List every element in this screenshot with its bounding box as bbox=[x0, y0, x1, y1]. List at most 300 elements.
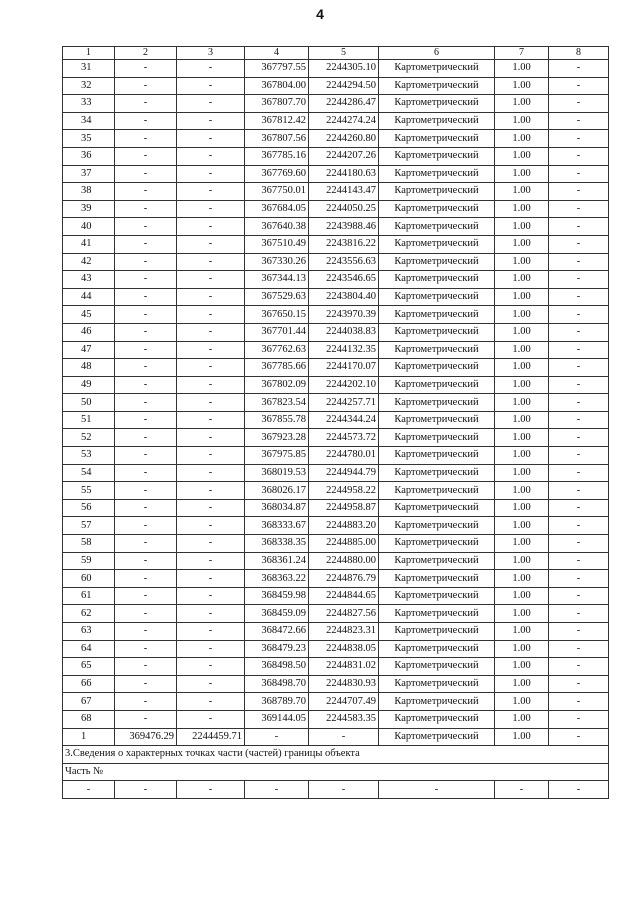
table-cell: 2244573.72 bbox=[309, 429, 379, 447]
table-row bbox=[63, 271, 609, 289]
table-cell: 368361.24 bbox=[245, 552, 309, 570]
table-cell: - bbox=[177, 429, 245, 447]
table-row bbox=[63, 429, 609, 447]
last-row bbox=[63, 781, 609, 799]
table-cell: 1.00 bbox=[495, 218, 549, 236]
table-cell: 49 bbox=[63, 376, 115, 394]
table-cell: - bbox=[177, 411, 245, 429]
table-cell: - bbox=[177, 535, 245, 553]
table-cell: - bbox=[549, 306, 609, 324]
table-cell: 67 bbox=[63, 693, 115, 711]
table-cell: - bbox=[115, 587, 177, 605]
table-cell: 367330.26 bbox=[245, 253, 309, 271]
table-cell: 2244830.93 bbox=[309, 675, 379, 693]
table-cell: 2243546.65 bbox=[309, 271, 379, 289]
table-cell: 368026.17 bbox=[245, 482, 309, 500]
table-cell: - bbox=[549, 183, 609, 201]
table-cell: 41 bbox=[63, 235, 115, 253]
table-cell: 368459.98 bbox=[245, 587, 309, 605]
table-cell: - bbox=[115, 77, 177, 95]
table-cell: - bbox=[549, 376, 609, 394]
table-cell: - bbox=[177, 183, 245, 201]
table-cell: 34 bbox=[63, 112, 115, 130]
table-cell: 368472.66 bbox=[245, 623, 309, 641]
table-cell: - bbox=[115, 112, 177, 130]
table-cell: 45 bbox=[63, 306, 115, 324]
table-cell: 60 bbox=[63, 570, 115, 588]
table-cell: - bbox=[115, 95, 177, 113]
table-cell: Картометрический bbox=[379, 482, 495, 500]
table-cell: - bbox=[177, 376, 245, 394]
table-cell: Картометрический bbox=[379, 288, 495, 306]
table-cell: 66 bbox=[63, 675, 115, 693]
table-row bbox=[63, 394, 609, 412]
table-cell: 2244958.87 bbox=[309, 499, 379, 517]
table-cell: 368498.50 bbox=[245, 658, 309, 676]
table-cell: - bbox=[177, 147, 245, 165]
table-cell: - bbox=[549, 271, 609, 289]
table-row bbox=[63, 693, 609, 711]
table-cell: - bbox=[115, 288, 177, 306]
column-number-row bbox=[63, 47, 609, 60]
table-cell: Картометрический bbox=[379, 77, 495, 95]
table-cell: 368789.70 bbox=[245, 693, 309, 711]
table-cell: - bbox=[549, 429, 609, 447]
table-cell: 2244294.50 bbox=[309, 77, 379, 95]
table-cell: 2244780.01 bbox=[309, 447, 379, 465]
table-cell: 2244707.49 bbox=[309, 693, 379, 711]
table-cell: 65 bbox=[63, 658, 115, 676]
table-cell: - bbox=[115, 605, 177, 623]
table-cell: 367701.44 bbox=[245, 323, 309, 341]
table-cell: 1.00 bbox=[495, 640, 549, 658]
table-cell: 2244143.47 bbox=[309, 183, 379, 201]
table-row bbox=[63, 411, 609, 429]
table-cell: - bbox=[177, 623, 245, 641]
table-cell: - bbox=[177, 253, 245, 271]
table-cell: 51 bbox=[63, 411, 115, 429]
table-cell: 367802.09 bbox=[245, 376, 309, 394]
table-cell: - bbox=[115, 447, 177, 465]
table-cell: 367804.00 bbox=[245, 77, 309, 95]
part-label: Часть № bbox=[63, 763, 609, 781]
table-cell: 2244958.22 bbox=[309, 482, 379, 500]
table-cell: 2244207.26 bbox=[309, 147, 379, 165]
table-row bbox=[63, 376, 609, 394]
table-cell: - bbox=[115, 570, 177, 588]
section-title-row bbox=[63, 746, 609, 764]
table-cell: 40 bbox=[63, 218, 115, 236]
table-cell: - bbox=[177, 710, 245, 728]
table-cell: Картометрический bbox=[379, 200, 495, 218]
table-cell: - bbox=[177, 587, 245, 605]
coordinates-table bbox=[62, 46, 609, 799]
table-cell: 2243988.46 bbox=[309, 218, 379, 236]
table-cell: 369144.05 bbox=[245, 710, 309, 728]
table-row bbox=[63, 306, 609, 324]
table-cell: - bbox=[549, 570, 609, 588]
table-row bbox=[63, 499, 609, 517]
table-cell: Картометрический bbox=[379, 376, 495, 394]
table-cell: Картометрический bbox=[379, 165, 495, 183]
table-cell: - bbox=[379, 781, 495, 799]
column-header: 5 bbox=[309, 47, 379, 60]
table-cell: - bbox=[549, 605, 609, 623]
table-cell: 367807.56 bbox=[245, 130, 309, 148]
table-cell: - bbox=[115, 693, 177, 711]
table-cell: - bbox=[549, 341, 609, 359]
table-cell: 2244260.80 bbox=[309, 130, 379, 148]
table-cell: 35 bbox=[63, 130, 115, 148]
table-cell: Картометрический bbox=[379, 710, 495, 728]
table-cell: Картометрический bbox=[379, 130, 495, 148]
table-cell: - bbox=[549, 675, 609, 693]
table-row bbox=[63, 112, 609, 130]
column-header: 2 bbox=[115, 47, 177, 60]
table-body bbox=[63, 60, 609, 746]
table-cell: - bbox=[549, 165, 609, 183]
table-cell: - bbox=[115, 306, 177, 324]
table-cell: - bbox=[115, 675, 177, 693]
table-cell: - bbox=[115, 429, 177, 447]
table-cell: 2243556.63 bbox=[309, 253, 379, 271]
table-cell: 1.00 bbox=[495, 112, 549, 130]
table-row bbox=[63, 640, 609, 658]
table-cell: 1.00 bbox=[495, 587, 549, 605]
table-cell: 2244876.79 bbox=[309, 570, 379, 588]
table-cell: 1.00 bbox=[495, 411, 549, 429]
table-cell: 2244286.47 bbox=[309, 95, 379, 113]
table-cell: 58 bbox=[63, 535, 115, 553]
table-cell: Картометрический bbox=[379, 235, 495, 253]
table-cell: - bbox=[177, 288, 245, 306]
table-cell: 2244583.35 bbox=[309, 710, 379, 728]
table-row bbox=[63, 447, 609, 465]
table-cell: 1.00 bbox=[495, 535, 549, 553]
table-cell: - bbox=[549, 587, 609, 605]
table-cell: 368034.87 bbox=[245, 499, 309, 517]
table-cell: 2244170.07 bbox=[309, 359, 379, 377]
table-cell: 1.00 bbox=[495, 271, 549, 289]
table-cell: 1.00 bbox=[495, 95, 549, 113]
table-cell: Картометрический bbox=[379, 693, 495, 711]
table-cell: Картометрический bbox=[379, 658, 495, 676]
table-cell: 43 bbox=[63, 271, 115, 289]
table-cell: 1.00 bbox=[495, 306, 549, 324]
table-cell: Картометрический bbox=[379, 147, 495, 165]
table-cell: 1.00 bbox=[495, 728, 549, 746]
table-cell: - bbox=[177, 693, 245, 711]
table-row bbox=[63, 359, 609, 377]
table-cell: 369476.29 bbox=[115, 728, 177, 746]
table-cell: - bbox=[177, 675, 245, 693]
table-cell: - bbox=[309, 781, 379, 799]
table-cell: 1.00 bbox=[495, 675, 549, 693]
table-cell: 367640.38 bbox=[245, 218, 309, 236]
table-cell: - bbox=[115, 359, 177, 377]
table-row bbox=[63, 288, 609, 306]
table-cell: - bbox=[115, 183, 177, 201]
table-cell: - bbox=[549, 693, 609, 711]
table-cell: - bbox=[549, 517, 609, 535]
table-cell: 1.00 bbox=[495, 60, 549, 78]
table-cell: Картометрический bbox=[379, 728, 495, 746]
table-cell: 1.00 bbox=[495, 429, 549, 447]
table-cell: 55 bbox=[63, 482, 115, 500]
table-cell: 367797.55 bbox=[245, 60, 309, 78]
table-cell: 54 bbox=[63, 464, 115, 482]
table-cell: 1.00 bbox=[495, 323, 549, 341]
table-cell: 1.00 bbox=[495, 376, 549, 394]
table-cell: 57 bbox=[63, 517, 115, 535]
table-cell: - bbox=[115, 464, 177, 482]
table-cell: 368498.70 bbox=[245, 675, 309, 693]
column-header: 3 bbox=[177, 47, 245, 60]
table-cell: - bbox=[177, 77, 245, 95]
table-cell: Картометрический bbox=[379, 341, 495, 359]
table-cell: 50 bbox=[63, 394, 115, 412]
table-cell: 2244944.79 bbox=[309, 464, 379, 482]
table-cell: Картометрический bbox=[379, 112, 495, 130]
table-cell: Картометрический bbox=[379, 183, 495, 201]
table-cell: - bbox=[549, 710, 609, 728]
table-cell: - bbox=[549, 499, 609, 517]
table-cell: 53 bbox=[63, 447, 115, 465]
table-cell: - bbox=[115, 271, 177, 289]
table-cell: Картометрический bbox=[379, 429, 495, 447]
table-cell: 48 bbox=[63, 359, 115, 377]
table-cell: - bbox=[549, 658, 609, 676]
table-cell: 2244132.35 bbox=[309, 341, 379, 359]
table-cell: 367510.49 bbox=[245, 235, 309, 253]
column-header: 1 bbox=[63, 47, 115, 60]
table-cell: - bbox=[177, 218, 245, 236]
table-cell: - bbox=[177, 447, 245, 465]
table-cell: - bbox=[549, 235, 609, 253]
table-cell: 2243816.22 bbox=[309, 235, 379, 253]
table-cell: 2243970.39 bbox=[309, 306, 379, 324]
table-cell: - bbox=[115, 218, 177, 236]
table-cell: - bbox=[115, 130, 177, 148]
table-cell: 2244823.31 bbox=[309, 623, 379, 641]
table-cell: 2243804.40 bbox=[309, 288, 379, 306]
table-cell: 1.00 bbox=[495, 499, 549, 517]
table-cell: - bbox=[177, 60, 245, 78]
table-cell: - bbox=[115, 710, 177, 728]
part-label-row bbox=[63, 763, 609, 781]
table-cell: - bbox=[549, 623, 609, 641]
table-cell: 31 bbox=[63, 60, 115, 78]
table-cell: - bbox=[115, 165, 177, 183]
table-cell: Картометрический bbox=[379, 640, 495, 658]
table-cell: 367823.54 bbox=[245, 394, 309, 412]
table-cell: 36 bbox=[63, 147, 115, 165]
table-cell: 1.00 bbox=[495, 165, 549, 183]
table-cell: 56 bbox=[63, 499, 115, 517]
table-row bbox=[63, 658, 609, 676]
table-cell: - bbox=[549, 640, 609, 658]
table-row bbox=[63, 464, 609, 482]
table-cell: - bbox=[115, 341, 177, 359]
table-cell: 2244459.71 bbox=[177, 728, 245, 746]
table-cell: - bbox=[177, 306, 245, 324]
table-row bbox=[63, 77, 609, 95]
table-cell: 368479.23 bbox=[245, 640, 309, 658]
table-cell: 1.00 bbox=[495, 200, 549, 218]
table-cell: 368363.22 bbox=[245, 570, 309, 588]
table-cell: - bbox=[177, 323, 245, 341]
table-cell: - bbox=[549, 200, 609, 218]
table-cell: 2244880.00 bbox=[309, 552, 379, 570]
table-cell: Картометрический bbox=[379, 605, 495, 623]
table-cell: Картометрический bbox=[379, 306, 495, 324]
table-cell: 367855.78 bbox=[245, 411, 309, 429]
table-cell: 1.00 bbox=[495, 552, 549, 570]
table-cell: 1.00 bbox=[495, 253, 549, 271]
table-cell: 367769.60 bbox=[245, 165, 309, 183]
table-cell: - bbox=[549, 411, 609, 429]
column-header: 4 bbox=[245, 47, 309, 60]
table-cell: - bbox=[549, 147, 609, 165]
table-cell: 2244827.56 bbox=[309, 605, 379, 623]
table-cell: - bbox=[177, 517, 245, 535]
table-row bbox=[63, 482, 609, 500]
table-row bbox=[63, 728, 609, 746]
table-cell: - bbox=[63, 781, 115, 799]
table-cell: - bbox=[495, 781, 549, 799]
table-row bbox=[63, 147, 609, 165]
table-cell: - bbox=[309, 728, 379, 746]
table-cell: 1.00 bbox=[495, 623, 549, 641]
table-cell: - bbox=[177, 658, 245, 676]
table-row bbox=[63, 200, 609, 218]
table-cell: - bbox=[115, 394, 177, 412]
table-row bbox=[63, 323, 609, 341]
table-cell: - bbox=[549, 288, 609, 306]
table-cell: - bbox=[115, 147, 177, 165]
table-cell: - bbox=[115, 781, 177, 799]
table-cell: - bbox=[115, 623, 177, 641]
table-cell: - bbox=[549, 95, 609, 113]
table-row bbox=[63, 552, 609, 570]
table-cell: Картометрический bbox=[379, 95, 495, 113]
table-cell: - bbox=[115, 535, 177, 553]
table-cell: - bbox=[549, 447, 609, 465]
table-cell: 368333.67 bbox=[245, 517, 309, 535]
table-cell: 1.00 bbox=[495, 130, 549, 148]
table-cell: 64 bbox=[63, 640, 115, 658]
table-cell: 2244883.20 bbox=[309, 517, 379, 535]
table-cell: 1.00 bbox=[495, 288, 549, 306]
table-row bbox=[63, 535, 609, 553]
table-cell: 52 bbox=[63, 429, 115, 447]
table-cell: 33 bbox=[63, 95, 115, 113]
table-cell: 1 bbox=[63, 728, 115, 746]
table-row bbox=[63, 218, 609, 236]
table-cell: - bbox=[245, 728, 309, 746]
table-row bbox=[63, 183, 609, 201]
table-cell: 1.00 bbox=[495, 183, 549, 201]
table-cell: - bbox=[177, 570, 245, 588]
table-cell: - bbox=[177, 605, 245, 623]
table-row bbox=[63, 95, 609, 113]
table-cell: - bbox=[115, 200, 177, 218]
table-cell: 1.00 bbox=[495, 693, 549, 711]
table-row bbox=[63, 130, 609, 148]
table-cell: 2244202.10 bbox=[309, 376, 379, 394]
table-cell: - bbox=[177, 112, 245, 130]
table-cell: - bbox=[177, 640, 245, 658]
table-cell: - bbox=[245, 781, 309, 799]
table-row bbox=[63, 517, 609, 535]
table-cell: - bbox=[549, 728, 609, 746]
table-cell: Картометрический bbox=[379, 60, 495, 78]
table-cell: Картометрический bbox=[379, 323, 495, 341]
table-row bbox=[63, 165, 609, 183]
table-cell: 37 bbox=[63, 165, 115, 183]
table-cell: 368459.09 bbox=[245, 605, 309, 623]
table-cell: 1.00 bbox=[495, 394, 549, 412]
table-row bbox=[63, 235, 609, 253]
table-cell: 367529.63 bbox=[245, 288, 309, 306]
table-cell: - bbox=[115, 640, 177, 658]
table-cell: 1.00 bbox=[495, 359, 549, 377]
table-cell: - bbox=[115, 60, 177, 78]
table-cell: 1.00 bbox=[495, 147, 549, 165]
table-row bbox=[63, 587, 609, 605]
table-cell: 2244838.05 bbox=[309, 640, 379, 658]
table-cell: - bbox=[177, 130, 245, 148]
table-cell: - bbox=[115, 517, 177, 535]
table-cell: 1.00 bbox=[495, 710, 549, 728]
table-cell: 68 bbox=[63, 710, 115, 728]
table-cell: 367785.66 bbox=[245, 359, 309, 377]
table-cell: 367762.63 bbox=[245, 341, 309, 359]
table-cell: - bbox=[177, 341, 245, 359]
table-cell: 2244180.63 bbox=[309, 165, 379, 183]
table-cell: 1.00 bbox=[495, 482, 549, 500]
table-cell: 1.00 bbox=[495, 77, 549, 95]
page-number: 4 bbox=[316, 6, 324, 22]
table-cell: - bbox=[177, 359, 245, 377]
table-cell: - bbox=[549, 77, 609, 95]
table-cell: Картометрический bbox=[379, 675, 495, 693]
table-cell: Картометрический bbox=[379, 359, 495, 377]
table-cell: 368019.53 bbox=[245, 464, 309, 482]
table-cell: 47 bbox=[63, 341, 115, 359]
table-cell: - bbox=[549, 253, 609, 271]
table-cell: 1.00 bbox=[495, 464, 549, 482]
table-cell: - bbox=[177, 394, 245, 412]
table-cell: 1.00 bbox=[495, 447, 549, 465]
table-cell: 2244831.02 bbox=[309, 658, 379, 676]
table-cell: - bbox=[115, 253, 177, 271]
table-cell: - bbox=[177, 552, 245, 570]
section-title: 3.Сведения о характерных точках части (частей) границы объекта bbox=[63, 746, 609, 764]
table-cell: - bbox=[177, 499, 245, 517]
table-cell: Картометрический bbox=[379, 253, 495, 271]
table-row bbox=[63, 341, 609, 359]
table-cell: - bbox=[549, 323, 609, 341]
table-cell: - bbox=[115, 658, 177, 676]
table-cell: - bbox=[549, 394, 609, 412]
table-cell: - bbox=[549, 130, 609, 148]
table-cell: 1.00 bbox=[495, 341, 549, 359]
table-row bbox=[63, 253, 609, 271]
table-cell: - bbox=[549, 112, 609, 130]
table-cell: Картометрический bbox=[379, 570, 495, 588]
table-cell: 1.00 bbox=[495, 517, 549, 535]
